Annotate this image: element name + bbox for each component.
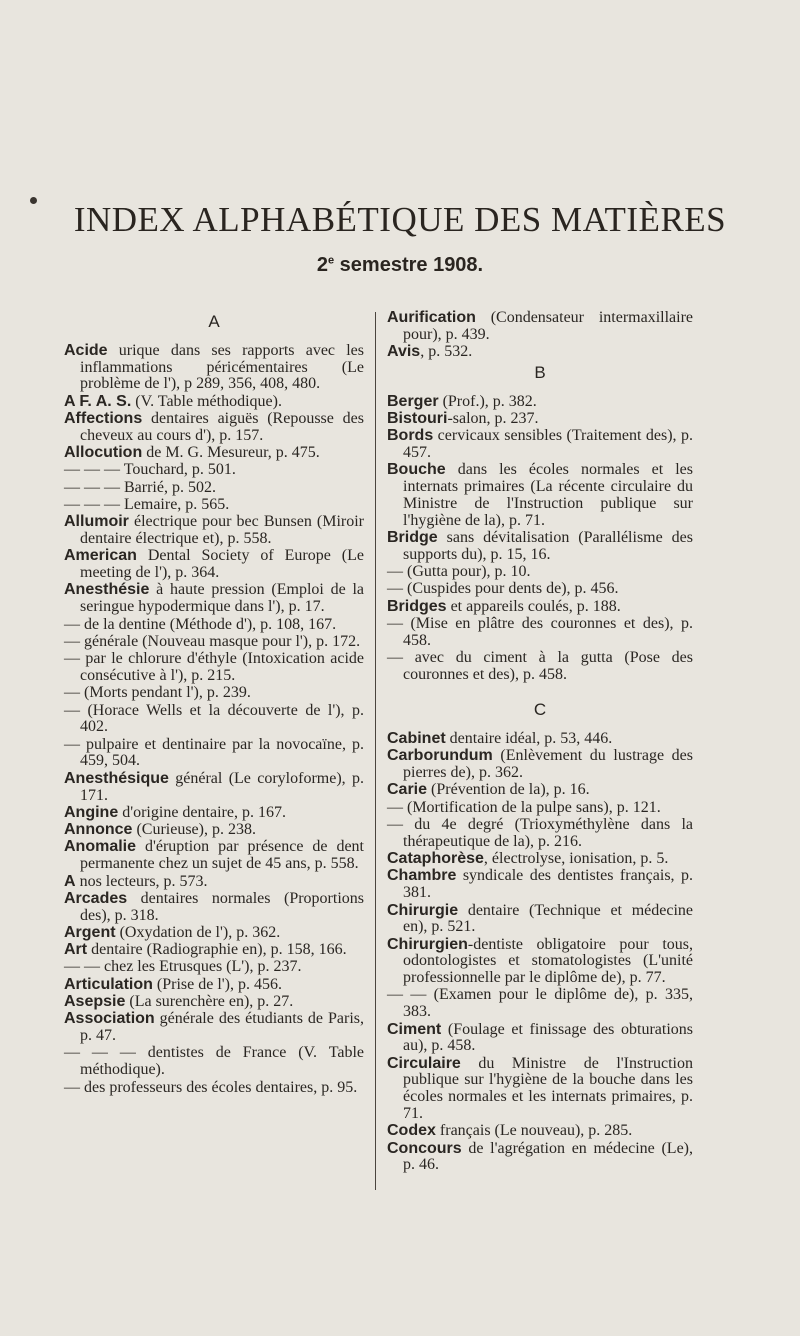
- index-text: — (Horace Wells et la découverte de l'), p. 402.: [64, 701, 364, 736]
- index-text: Dental Society of Europe (Le meeting de l'), p. 364.: [80, 547, 364, 582]
- index-entry: [64, 548, 364, 582]
- index-entry: [387, 564, 693, 581]
- index-entry: [64, 685, 364, 702]
- index-term: Allumoir: [64, 513, 129, 531]
- index-entry: [64, 1011, 364, 1045]
- index-text: générale des étudiants de Paris, p. 47.: [80, 1010, 364, 1045]
- index-entry: [64, 514, 364, 548]
- index-term: Association: [64, 1010, 155, 1028]
- index-text: — pulpaire et dentinaire par la novocaïne, p. 459, 504.: [64, 735, 364, 770]
- index-text: — avec du ciment à la gutta (Pose des couronnes et des), p. 458.: [387, 649, 693, 683]
- index-entry: [64, 651, 364, 685]
- index-text: — générale (Nouveau masque pour l'), p. 172.: [64, 632, 361, 650]
- index-text: français (Le nouveau), p. 285.: [435, 1122, 633, 1140]
- index-text: de M. G. Mesureur, p. 475.: [142, 444, 320, 462]
- section-letter-c: C: [533, 700, 547, 720]
- index-term: Chirurgie: [387, 901, 459, 919]
- index-entry: [64, 445, 364, 462]
- index-term: Affections: [64, 409, 143, 427]
- index-term: Berger: [387, 392, 439, 410]
- index-entry: [387, 748, 693, 782]
- index-text: urique dans ses rapports avec les inflammations péricémentaires (Le problème de l'), p 289, 356, 408, 480.: [80, 341, 364, 393]
- page-subtitle: 2e semestre 1908.: [316, 254, 484, 276]
- index-entry: [64, 617, 364, 634]
- index-entry: [64, 343, 364, 393]
- index-entry: [64, 634, 364, 651]
- index-entry: [64, 925, 364, 942]
- index-term: Arcades: [64, 889, 128, 907]
- right-entries-c: [387, 731, 693, 1174]
- index-entry: [387, 851, 693, 868]
- index-text: (Prévention de la), p. 16.: [427, 781, 590, 799]
- index-term: Bords: [387, 427, 434, 445]
- index-entry: [387, 530, 693, 564]
- index-entry: [64, 737, 364, 771]
- index-text: — des professeurs des écoles dentaires, p. 95.: [64, 1078, 358, 1096]
- index-entry: [64, 497, 364, 514]
- index-entry: [64, 462, 364, 479]
- index-term: Articulation: [64, 975, 153, 993]
- index-text: dentaire (Radiographie en), p. 158, 166.: [87, 941, 347, 959]
- index-text: d'origine dentaire, p. 167.: [118, 803, 286, 821]
- index-entry: [64, 394, 364, 411]
- right-entries-b: [387, 394, 693, 684]
- index-term: Concours: [387, 1139, 462, 1157]
- index-text: (V. Table méthodique).: [131, 392, 282, 410]
- index-entry: [387, 411, 693, 428]
- index-term: American: [64, 547, 137, 565]
- index-entry: [64, 411, 364, 445]
- index-text: (Prof.), p. 382.: [438, 392, 537, 410]
- index-term: Anomalie: [64, 838, 137, 856]
- index-entry: [64, 822, 364, 839]
- index-term: Chambre: [387, 867, 457, 885]
- index-entry: [387, 817, 693, 851]
- index-entry: [64, 1080, 364, 1097]
- index-text: -salon, p. 237.: [447, 409, 539, 427]
- index-entry: [387, 650, 693, 684]
- index-text: — (Mortification de la pulpe sans), p. 121.: [387, 798, 661, 816]
- page-title: INDEX ALPHABÉTIQUE DES MATIÈRES: [73, 200, 727, 239]
- index-entry: [64, 891, 364, 925]
- index-term: Anesthésie: [64, 581, 150, 599]
- index-entry: [387, 344, 693, 361]
- section-letter-a: A: [208, 312, 220, 331]
- index-text: de l'agrégation en médecine (Le), p. 46.: [403, 1139, 693, 1174]
- section-letter-b: B: [534, 362, 546, 382]
- index-text: — du 4e degré (Trioxyméthylène dans la thérapeutique de la), p. 216.: [387, 816, 693, 850]
- index-entry: [387, 903, 693, 937]
- index-text: , électrolyse, ionisation, p. 5.: [483, 850, 669, 868]
- index-entry: [387, 428, 693, 462]
- index-text: — — — Barrié, p. 502.: [64, 478, 216, 496]
- index-text: nos lecteurs, p. 573.: [75, 872, 208, 890]
- index-term: Cabinet: [387, 730, 446, 748]
- index-term: A F. A. S.: [64, 392, 132, 410]
- index-entry: [387, 868, 693, 902]
- index-entry: [387, 1022, 693, 1056]
- index-text: syndicale des dentistes français, p. 381.: [403, 867, 693, 902]
- index-text: — (Gutta pour), p. 10.: [387, 563, 531, 581]
- index-entry: [387, 462, 693, 529]
- index-term: Bridge: [387, 529, 438, 547]
- index-entry: [64, 994, 364, 1011]
- index-term: Asepsie: [64, 993, 126, 1011]
- index-entry: [387, 581, 693, 598]
- index-term: Codex: [387, 1122, 436, 1140]
- index-entry: [387, 731, 693, 748]
- index-entry: [64, 942, 364, 959]
- index-entry: [387, 987, 693, 1021]
- index-entry: [64, 977, 364, 994]
- index-text: — — — Touchard, p. 501.: [64, 461, 236, 479]
- index-term: Angine: [64, 803, 119, 821]
- index-text: — — (Examen pour le diplôme de), p. 335, 383.: [387, 986, 693, 1021]
- index-text: , p. 532.: [420, 343, 473, 361]
- index-entry: [64, 959, 364, 976]
- index-text: général (Le coryloforme), p. 171.: [80, 769, 364, 804]
- index-text: dentaires normales (Proportions des), p. 318.: [80, 889, 364, 924]
- index-entry: [387, 1056, 693, 1123]
- index-text: sans dévitalisation (Parallélisme des supports du), p. 15, 16.: [403, 529, 693, 563]
- index-text: — — chez les Etrusques (L'), p. 237.: [64, 958, 302, 976]
- column-divider: [375, 312, 376, 1190]
- index-entry: [387, 937, 693, 987]
- index-term: Acide: [64, 341, 108, 359]
- index-text: — — — Lemaire, p. 565.: [64, 495, 230, 513]
- index-entry: [387, 1123, 693, 1140]
- index-text: et appareils coulés, p. 188.: [446, 597, 621, 615]
- left-column: [64, 310, 364, 1097]
- index-text: dentaire idéal, p. 53, 446.: [445, 730, 613, 748]
- right-entries-a: [387, 310, 693, 361]
- index-term: Bistouri: [387, 409, 448, 427]
- index-term: Cataphorèse: [387, 850, 484, 868]
- index-term: Annonce: [64, 821, 133, 839]
- index-text: (Prise de l'), p. 456.: [152, 975, 282, 993]
- index-text: cervicaux sensibles (Traitement des), p. 457.: [403, 427, 693, 462]
- index-term: Aurification: [387, 309, 476, 326]
- index-term: Allocution: [64, 444, 143, 462]
- index-term: Carie: [387, 781, 428, 799]
- index-term: Ciment: [387, 1020, 442, 1038]
- index-text: (La surenchère en), p. 27.: [125, 993, 294, 1011]
- index-text: (Curieuse), p. 238.: [132, 821, 256, 839]
- index-term: Argent: [64, 923, 116, 941]
- index-term: Art: [64, 941, 88, 959]
- index-text: (Oxydation de l'), p. 362.: [115, 923, 281, 941]
- index-entry: [387, 599, 693, 616]
- index-entry: [387, 1141, 693, 1175]
- index-term: Chirurgien: [387, 935, 468, 953]
- index-text: — (Morts pendant l'), p. 239.: [64, 684, 251, 702]
- index-text: — (Cuspides pour dents de), p. 456.: [387, 580, 619, 598]
- index-text: (Condensateur intermaxillaire pour), p. 439.: [403, 309, 693, 343]
- index-entry: [64, 839, 364, 873]
- index-entry: [64, 703, 364, 737]
- index-term: Bouche: [387, 461, 446, 479]
- index-entry: [387, 782, 693, 799]
- index-text: d'éruption par présence de dent permanente chez un sujet de 45 ans, p. 558.: [80, 838, 364, 873]
- index-term: Bridges: [387, 597, 447, 615]
- index-entry: [64, 480, 364, 497]
- index-text: — (Mise en plâtre des couronnes et des), p. 458.: [387, 615, 693, 649]
- index-term: Anesthésique: [64, 769, 169, 787]
- right-column: [387, 310, 693, 1175]
- index-text: dentaires aiguës (Repousse des cheveux au cours d'), p. 157.: [80, 409, 364, 444]
- index-text: (Foulage et finissage des obturations au), p. 458.: [403, 1020, 693, 1055]
- index-text: dentaire (Technique et médecine en), p. 521.: [403, 901, 693, 936]
- index-term: A: [64, 872, 76, 890]
- index-entry: [387, 616, 693, 650]
- index-entry: [64, 1045, 364, 1079]
- index-text: — par le chlorure d'éthyle (Intoxication acide consécutive à l'), p. 215.: [64, 650, 364, 684]
- index-text: (Enlèvement du lustrage des pierres de), p. 362.: [403, 747, 693, 782]
- index-text: — de la dentine (Méthode d'), p. 108, 167.: [64, 615, 337, 633]
- index-text: — — — dentistes de France (V. Table méthodique).: [64, 1044, 364, 1079]
- index-term: Circulaire: [387, 1054, 461, 1072]
- index-entry: [64, 582, 364, 616]
- index-entry: [64, 874, 364, 891]
- index-entry: [387, 800, 693, 817]
- index-text: électrique pour bec Bunsen (Miroir dentaire électrique et), p. 558.: [80, 513, 364, 548]
- index-text: -dentiste obligatoire pour tous, odontologistes et stomatologistes (L'unité professionnelle par le diplôme de), p. 77.: [403, 935, 693, 987]
- index-entry: [64, 805, 364, 822]
- index-entry: [387, 394, 693, 411]
- index-term: Carborundum: [387, 747, 493, 765]
- index-entry: [64, 771, 364, 805]
- index-text: à haute pression (Emploi de la seringue hypodermique dans l'), p. 17.: [80, 581, 364, 616]
- left-entries: [64, 343, 364, 1097]
- index-term: Avis: [387, 343, 421, 361]
- index-entry: [387, 310, 693, 344]
- index-text: du Ministre de l'Instruction publique sur l'hygiène de la bouche dans les écoles normales et les internats primaires, p. 71.: [403, 1054, 693, 1123]
- index-text: dans les écoles normales et les internats primaires (La récente circulaire du Ministre de l'Instruction publique sur l'hygiène de la), p. 71.: [403, 461, 693, 529]
